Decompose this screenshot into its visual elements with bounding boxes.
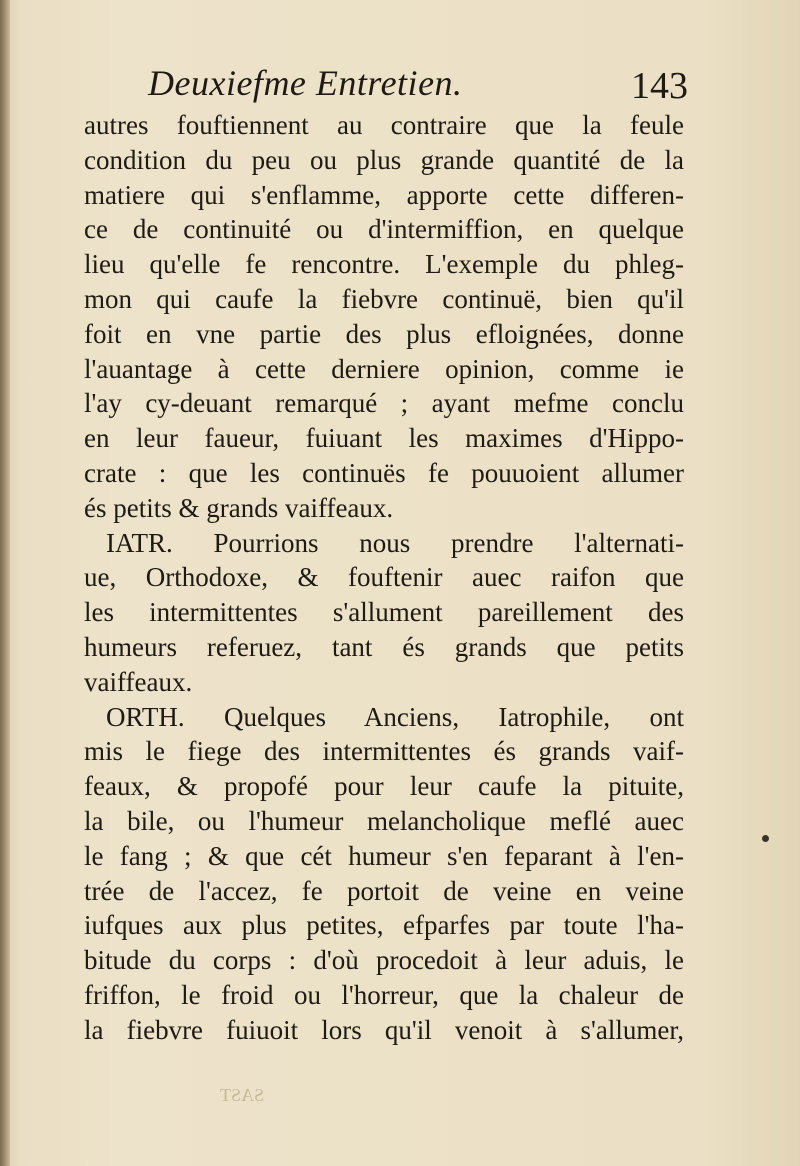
text-line: la bile, ou l'humeur melancholique meflé auec <box>84 805 684 836</box>
body-text <box>84 108 684 1048</box>
text-line: ce de continuité ou d'intermiffion, en quelque <box>84 214 684 245</box>
speaker-line-orth: ORTH. Quelques Anciens, Iatrophile, ont <box>106 701 684 732</box>
text-line: l'ay cy-deuant remarqué ; ayant mefme conclu <box>84 388 684 419</box>
running-title: Deuxiefme Entretien. <box>148 63 463 103</box>
text-line: en leur faueur, fuiuant les maximes d'Hippo- <box>84 423 684 454</box>
page-header <box>148 62 688 112</box>
speaker-line-iatr: IATR. Pourrions nous prendre l'alternati- <box>106 527 684 558</box>
text-line: mon qui caufe la fiebvre continuë, bien qu'il <box>84 283 684 314</box>
page-number: 143 <box>631 65 688 107</box>
ink-spot <box>762 835 769 842</box>
text-line: feaux, & propofé pour leur caufe la pituite, <box>84 771 684 802</box>
text-line: lieu qu'elle fe rencontre. L'exemple du phleg- <box>84 249 684 280</box>
text-line: trée de l'accez, fe portoit de veine en veine <box>84 875 684 906</box>
page-spine-edge <box>0 0 10 1166</box>
text-line: friffon, le froid ou l'horreur, que la chaleur de <box>84 979 684 1010</box>
bleed-through-text: SAST <box>219 1085 264 1105</box>
text-line: vaiffeaux. <box>84 666 193 697</box>
text-line: bitude du corps : d'où procedoit à leur aduis, le <box>84 945 684 976</box>
text-line: és petits & grands vaiffeaux. <box>84 492 394 523</box>
text-line: mis le fiege des intermittentes és grands vaif- <box>84 736 684 767</box>
text-line: crate : que les continuës fe pouuoient allumer <box>84 457 684 488</box>
text-line: iufques aux plus petites, efparfes par toute l'ha- <box>84 910 684 941</box>
text-line: les intermittentes s'allument pareillement des <box>84 597 684 628</box>
text-line: condition du peu ou plus grande quantité de la <box>84 144 684 175</box>
text-line: la fiebvre fuiuoit lors qu'il venoit à s'allumer, <box>84 1014 684 1045</box>
text-line: autres fouftiennent au contraire que la feule <box>84 110 684 140</box>
text-line: foit en vne partie des plus efloignées, donne <box>84 318 684 349</box>
text-line: matiere qui s'enflamme, apporte cette differen- <box>84 179 684 210</box>
text-line: l'auantage à cette derniere opinion, comme ie <box>84 353 684 384</box>
text-line: ue, Orthodoxe, & fouftenir auec raifon que <box>84 562 684 593</box>
text-line: humeurs referuez, tant és grands que petits <box>84 631 684 662</box>
text-line: le fang ; & que cét humeur s'en feparant à l'en- <box>84 840 684 871</box>
